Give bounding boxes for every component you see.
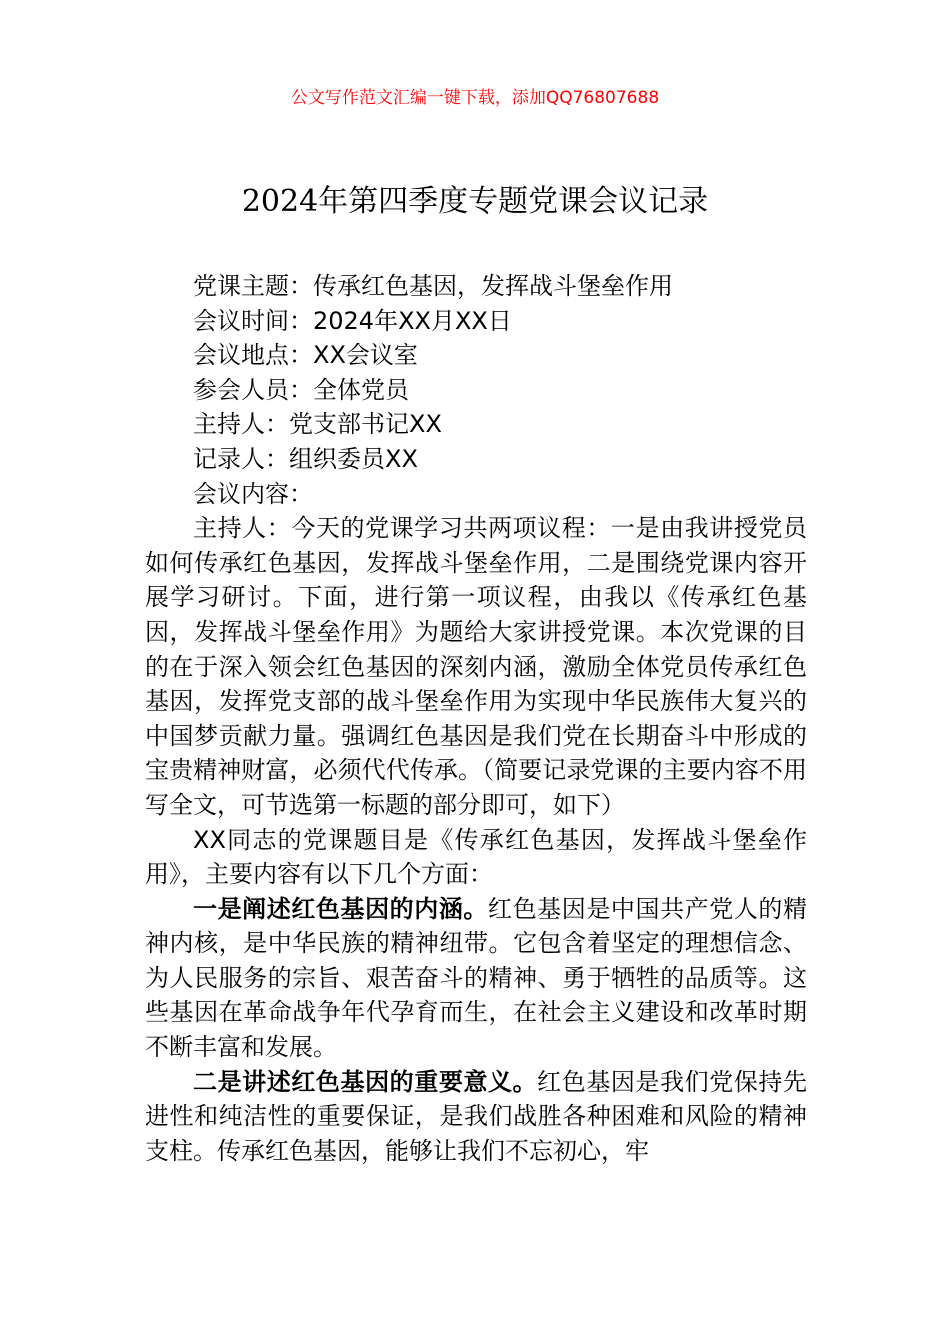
meta-content-label: 会议内容：	[193, 479, 313, 508]
point-one-heading: 一是阐述红色基因的内涵。	[193, 894, 488, 923]
point-two-text: 红色基因是我们党保持先进性和纯洁性的重要保证，是我们战胜各种困难和风险的精神支柱。传承红色基因，能够让我们不忘初心，牢	[145, 1067, 808, 1165]
meta-attendees: 参会人员：全体党员	[193, 375, 409, 404]
meta-time: 会议时间：2024年XX月XX日	[193, 306, 512, 335]
document-body	[145, 269, 807, 1168]
point-one-text: 红色基因是中国共产党人的精神内核，是中华民族的精神纽带。它包含着坚定的理想信念、为人民服务的宗旨、艰苦奋斗的精神、勇于牺牲的品质等。这些基因在革命战争年代孕育而生，在社会主义建设和改革时期不断丰富和发展。	[145, 894, 807, 1062]
meta-host: 主持人：党支部书记XX	[193, 410, 442, 439]
meta-place: 会议地点：XX会议室	[193, 341, 418, 370]
meta-recorder: 记录人：组织委员XX	[193, 444, 418, 473]
paragraph-lecture-summary: XX同志的党课题目是《传承红色基因，发挥战斗堡垒作用》，主要内容有以下几个方面：	[145, 825, 807, 889]
paragraph-point-two	[145, 1065, 807, 1169]
point-two-heading: 二是讲述红色基因的重要意义。	[193, 1067, 538, 1096]
paragraph-host-intro: 主持人：今天的党课学习共两项议程：一是由我讲授党员如何传承红色基因，发挥战斗堡垒作用，二是围绕党课内容开展学习研讨。下面，进行第一项议程，由我以《传承红色基因，发挥战斗堡垒作用》为题给大家讲授党课。本次党课的目的在于深入领会红色基因的深刻内涵，激励全体党员传承红色基因，发挥党支部的战斗堡垒作用为实现中华民族伟大复兴的中国梦贡献力量。强调红色基因是我们党在长期奋斗中形成的宝贵精神财富，必须代代传承。（简要记录党课的主要内容不用写全文，可节选第一标题的部分即可，如下）	[145, 514, 807, 819]
header-ad-text: 公文写作范文汇编一键下载，添加QQ76807688	[290, 88, 660, 108]
paragraph-point-one	[145, 892, 807, 1065]
meta-topic: 党课主题：传承红色基因，发挥战斗堡垒作用	[193, 272, 673, 300]
document-title: 2024年第四季度专题党课会议记录	[241, 184, 709, 219]
